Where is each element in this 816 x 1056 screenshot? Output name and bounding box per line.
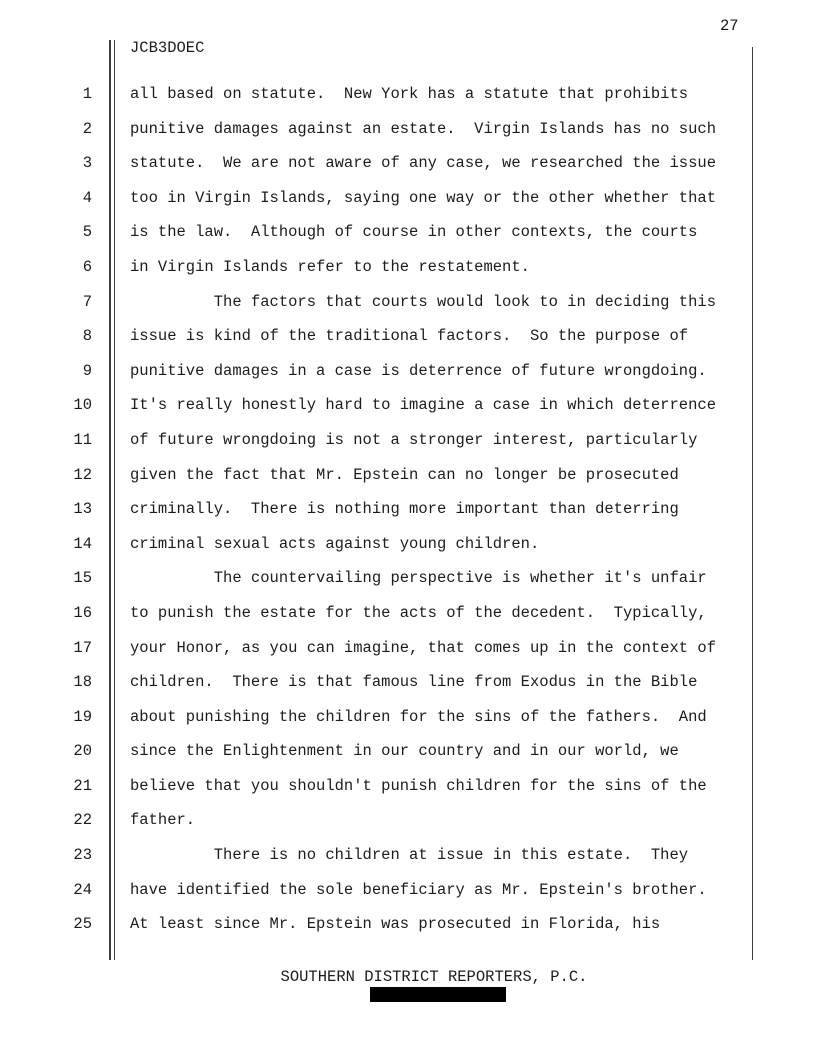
line-number: 20 bbox=[73, 742, 92, 761]
transcript-line bbox=[0, 907, 760, 942]
transcript-line bbox=[0, 492, 760, 527]
line-text: father. bbox=[130, 811, 196, 830]
transcript-line bbox=[0, 665, 760, 700]
transcript-line bbox=[0, 181, 760, 216]
line-number: 8 bbox=[82, 327, 92, 346]
line-number: 25 bbox=[73, 915, 92, 934]
line-text: is the law. Although of course in other contexts, the courts bbox=[130, 223, 698, 242]
transcript-line bbox=[0, 803, 760, 838]
line-number: 9 bbox=[82, 361, 92, 380]
line-text: your Honor, as you can imagine, that comes up in the context of bbox=[130, 638, 716, 657]
line-number: 10 bbox=[73, 396, 92, 415]
line-number: 7 bbox=[82, 292, 92, 311]
line-text: about punishing the children for the sins of the fathers. And bbox=[130, 707, 707, 726]
line-text: punitive damages in a case is deterrence of future wrongdoing. bbox=[130, 361, 707, 380]
line-text: too in Virgin Islands, saying one way or the other whether that bbox=[130, 188, 716, 207]
transcript-line bbox=[0, 112, 760, 147]
line-text: It's really honestly hard to imagine a case in which deterrence bbox=[130, 396, 716, 415]
line-text: believe that you shouldn't punish children for the sins of the bbox=[130, 776, 707, 795]
transcript-line bbox=[0, 146, 760, 181]
line-number: 19 bbox=[73, 707, 92, 726]
redaction-bar bbox=[370, 987, 506, 1002]
line-text: There is no children at issue in this estate. They bbox=[130, 846, 689, 865]
line-text: to punish the estate for the acts of the decedent. Typically, bbox=[130, 603, 707, 622]
line-text: since the Enlightenment in our country and in our world, we bbox=[130, 742, 679, 761]
line-number: 23 bbox=[73, 846, 92, 865]
line-text: criminal sexual acts against young children. bbox=[130, 534, 540, 553]
transcript-line bbox=[0, 838, 760, 873]
line-number: 12 bbox=[73, 465, 92, 484]
line-text: in Virgin Islands refer to the restatement. bbox=[130, 257, 530, 276]
line-number: 14 bbox=[73, 534, 92, 553]
transcript-line bbox=[0, 250, 760, 285]
line-number: 4 bbox=[82, 188, 92, 207]
transcript-line bbox=[0, 734, 760, 769]
line-number: 5 bbox=[82, 223, 92, 242]
transcript-line bbox=[0, 319, 760, 354]
transcript-line bbox=[0, 527, 760, 562]
transcript-line bbox=[0, 596, 760, 631]
transcript-line bbox=[0, 458, 760, 493]
line-number: 24 bbox=[73, 880, 92, 899]
line-number: 2 bbox=[82, 119, 92, 138]
line-text: The factors that courts would look to in deciding this bbox=[130, 292, 716, 311]
page-number: 27 bbox=[720, 17, 739, 35]
transcript-line bbox=[0, 631, 760, 666]
line-number: 21 bbox=[73, 776, 92, 795]
line-text: criminally. There is nothing more important than deterring bbox=[130, 500, 679, 519]
transcript-line bbox=[0, 561, 760, 596]
line-text: The countervailing perspective is whether it's unfair bbox=[130, 569, 707, 588]
transcript-header-code: JCB3DOEC bbox=[130, 39, 205, 57]
line-text: children. There is that famous line from Exodus in the Bible bbox=[130, 673, 698, 692]
transcript-line bbox=[0, 423, 760, 458]
line-number: 11 bbox=[73, 430, 92, 449]
transcript-line bbox=[0, 700, 760, 735]
transcript-line bbox=[0, 354, 760, 389]
reporter-footer: SOUTHERN DISTRICT REPORTERS, P.C. bbox=[280, 968, 588, 986]
line-number: 13 bbox=[73, 500, 92, 519]
transcript-line bbox=[0, 77, 760, 112]
transcript-line bbox=[0, 873, 760, 908]
line-text: At least since Mr. Epstein was prosecuted in Florida, his bbox=[130, 915, 661, 934]
transcript-line bbox=[0, 769, 760, 804]
line-number: 16 bbox=[73, 603, 92, 622]
line-number: 18 bbox=[73, 673, 92, 692]
line-number: 3 bbox=[82, 154, 92, 173]
transcript-line bbox=[0, 215, 760, 250]
line-number: 6 bbox=[82, 257, 92, 276]
line-number: 15 bbox=[73, 569, 92, 588]
line-text: have identified the sole beneficiary as Mr. Epstein's brother. bbox=[130, 880, 707, 899]
line-text: statute. We are not aware of any case, we researched the issue bbox=[130, 154, 716, 173]
line-number: 1 bbox=[82, 85, 92, 103]
line-text: issue is kind of the traditional factors. So the purpose of bbox=[130, 327, 689, 346]
transcript-body bbox=[0, 77, 760, 942]
line-number: 22 bbox=[73, 811, 92, 830]
transcript-line bbox=[0, 285, 760, 320]
transcript-line bbox=[0, 388, 760, 423]
line-text: all based on statute. New York has a statute that prohibits bbox=[130, 85, 689, 103]
line-text: punitive damages against an estate. Virgin Islands has no such bbox=[130, 119, 716, 138]
line-text: given the fact that Mr. Epstein can no longer be prosecuted bbox=[130, 465, 679, 484]
line-text: of future wrongdoing is not a stronger interest, particularly bbox=[130, 430, 698, 449]
line-number: 17 bbox=[73, 638, 92, 657]
